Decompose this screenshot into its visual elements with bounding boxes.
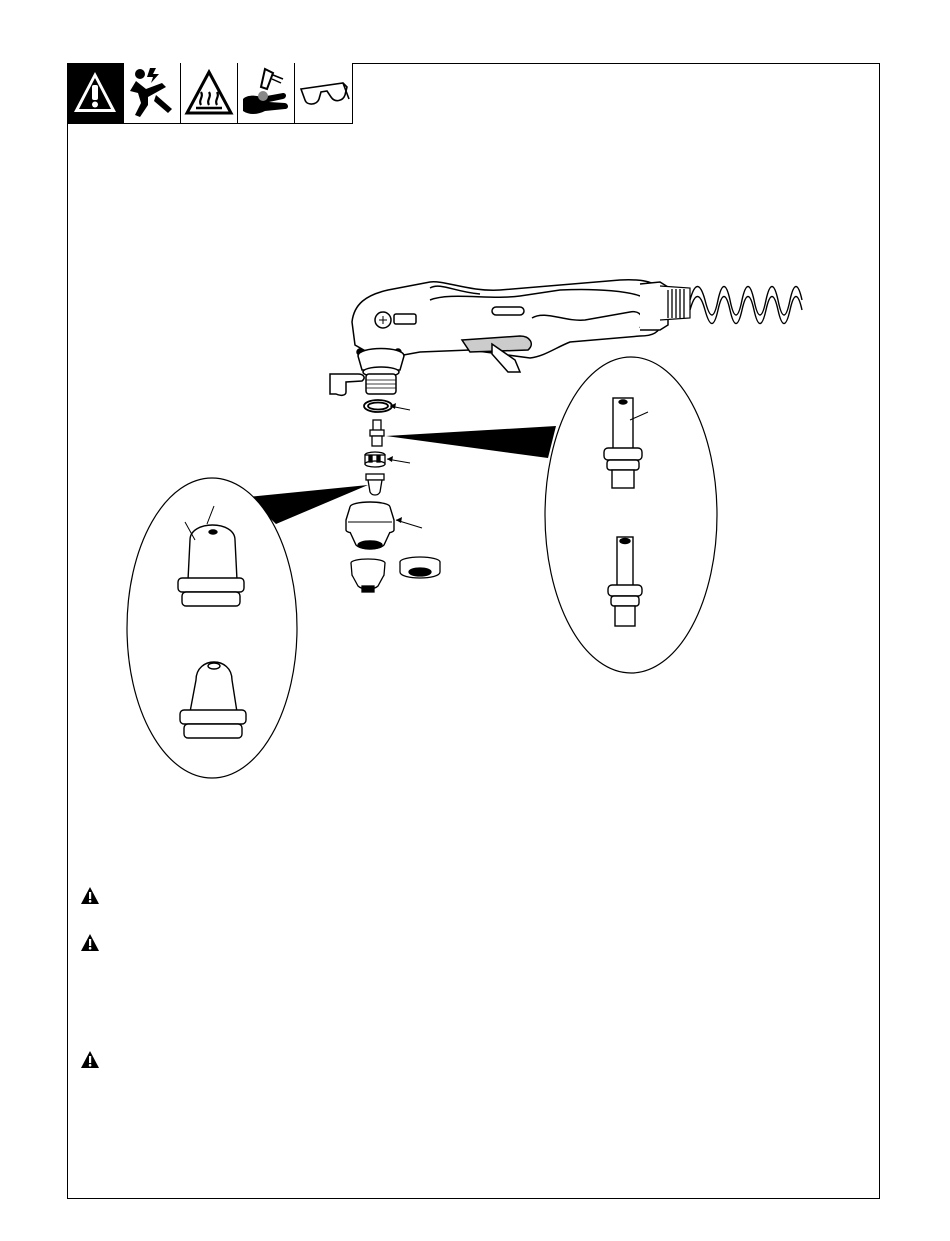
warning-icon <box>80 933 100 953</box>
deflector <box>400 557 440 578</box>
swirl-ring <box>365 452 385 467</box>
plasma-torch <box>330 280 802 396</box>
tip-detail-zoom <box>127 478 368 778</box>
warning-icon <box>80 886 100 906</box>
tip <box>366 474 384 495</box>
retaining-cup <box>346 502 394 549</box>
warning-icon <box>80 1050 100 1070</box>
drag-shield <box>351 559 385 592</box>
electrode <box>370 420 384 446</box>
electrode-detail-zoom <box>386 357 717 673</box>
o-ring <box>364 400 392 412</box>
